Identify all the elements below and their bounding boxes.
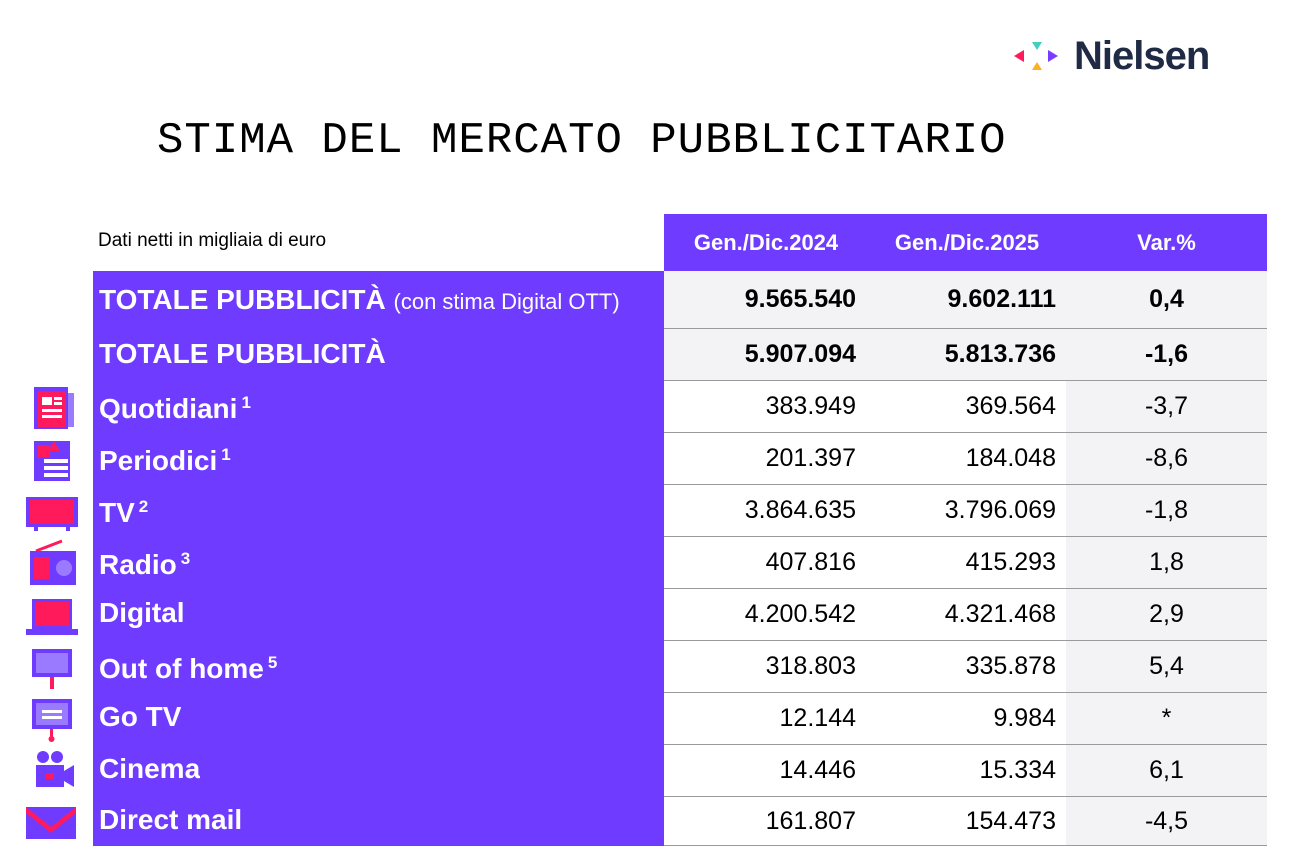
newspaper-icon	[24, 383, 80, 433]
row-label: Radio $^3$	[99, 549, 191, 580]
table-row-radio	[0, 537, 1300, 589]
magazine-icon	[24, 435, 80, 485]
table-row-cinema	[0, 745, 1300, 797]
table-row-out-of-home	[0, 641, 1300, 693]
value-var: -4,5	[1066, 797, 1267, 845]
row-label: Out of home $^5$	[99, 653, 278, 684]
value-2025: 9.602.111	[947, 285, 1056, 313]
value-var: 2,9	[1066, 589, 1267, 640]
tv-icon	[24, 487, 80, 537]
value-2025: 335.878	[965, 652, 1056, 680]
radio-icon	[24, 539, 80, 589]
nielsen-mark-icon	[1012, 36, 1070, 76]
value-var: *	[1066, 693, 1267, 744]
value-2024: 12.144	[779, 704, 856, 732]
value-var: 6,1	[1066, 745, 1267, 796]
value-2024: 9.565.540	[744, 285, 856, 313]
value-2025: 369.564	[965, 392, 1056, 420]
page-title: STIMA DEL MERCATO PUBBLICITARIO	[157, 116, 1007, 166]
row-label: Periodici $^1$	[99, 445, 231, 476]
value-2024: 5.907.094	[744, 340, 856, 368]
row-label: Go TV	[99, 701, 182, 732]
value-2025: 154.473	[965, 806, 1056, 835]
envelope-icon	[24, 797, 80, 847]
value-var: -1,8	[1066, 485, 1267, 536]
units-note: Dati netti in migliaia di euro	[98, 230, 327, 251]
value-2024: 14.446	[779, 756, 856, 784]
value-2024: 4.200.542	[744, 600, 856, 628]
row-label: Quotidiani $^1$	[99, 393, 251, 424]
table-header	[664, 214, 1267, 271]
value-2025: 15.334	[979, 756, 1056, 784]
value-2025: 9.984	[993, 704, 1056, 732]
brand-name: Nielsen	[1074, 34, 1210, 78]
value-2025: 415.293	[965, 548, 1056, 576]
value-2024: 383.949	[765, 392, 856, 420]
row-label: Digital	[99, 597, 185, 628]
value-2024: 318.803	[765, 652, 856, 680]
table-row-quotidiani	[0, 381, 1300, 433]
value-2025: 3.796.069	[944, 496, 1056, 524]
nielsen-logo	[1012, 36, 1209, 76]
table-row-periodici	[0, 433, 1300, 485]
value-var: -1,6	[1066, 329, 1267, 380]
value-2024: 201.397	[765, 444, 856, 472]
row-label: TOTALE PUBBLICITÀ (con stima Digital OTT)	[99, 284, 620, 315]
value-2024: 3.864.635	[744, 496, 856, 524]
table-row-total-with-ott	[0, 271, 1300, 329]
billboard-icon	[24, 643, 80, 693]
value-var: -8,6	[1066, 433, 1267, 484]
value-2025: 184.048	[965, 444, 1056, 472]
value-2025: 5.813.736	[944, 340, 1056, 368]
column-header-2025: Gen./Dic.2025	[894, 230, 1040, 255]
row-label: Cinema	[99, 753, 201, 784]
laptop-icon	[24, 591, 80, 641]
value-var: 5,4	[1066, 641, 1267, 692]
table-row-direct-mail	[0, 797, 1300, 846]
film-camera-icon	[24, 747, 80, 797]
value-2024: 161.807	[765, 806, 856, 835]
value-var: 1,8	[1066, 537, 1267, 588]
row-label: TV $^2$	[99, 497, 149, 528]
value-var: -3,7	[1066, 381, 1267, 432]
table-row-total	[0, 329, 1300, 381]
value-2024: 407.816	[765, 548, 856, 576]
row-label: TOTALE PUBBLICITÀ	[99, 338, 386, 369]
table-row-tv	[0, 485, 1300, 537]
table-row-digital	[0, 589, 1300, 641]
table-row-go-tv	[0, 693, 1300, 745]
row-label: Direct mail	[99, 804, 243, 835]
screen-stand-icon	[24, 695, 80, 745]
value-2025: 4.321.468	[944, 600, 1056, 628]
column-header-var: Var.%	[1137, 230, 1196, 255]
value-var: 0,4	[1066, 271, 1267, 328]
column-header-2024: Gen./Dic.2024	[693, 230, 839, 255]
